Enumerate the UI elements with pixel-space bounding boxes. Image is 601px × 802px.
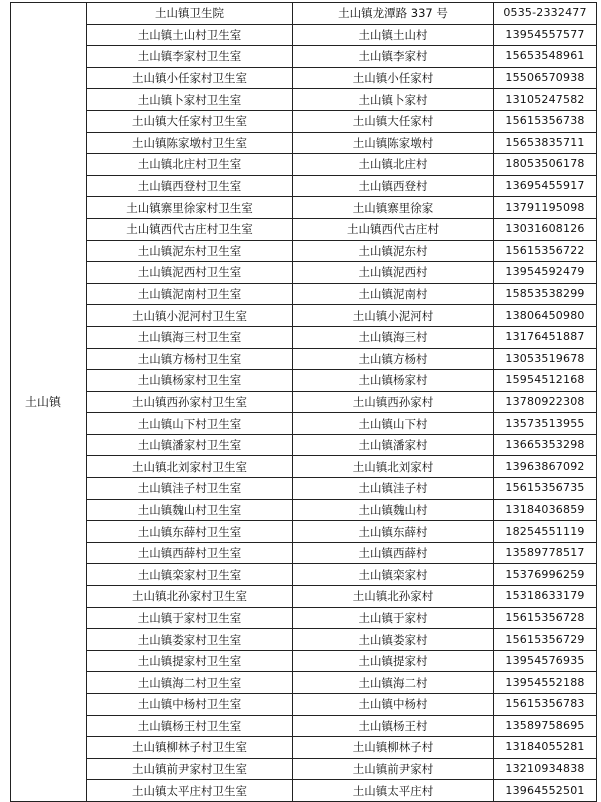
clinic-name-cell: 土山镇大任家村卫生室 <box>87 110 293 132</box>
clinic-phone-cell: 15653548961 <box>494 46 597 68</box>
clinic-phone-cell: 13105247582 <box>494 89 597 111</box>
table-row <box>11 478 597 500</box>
clinic-phone-cell: 15318633179 <box>494 586 597 608</box>
clinic-phone-cell: 13964552501 <box>494 780 597 802</box>
clinic-phone-cell: 13806450980 <box>494 305 597 327</box>
clinic-address-cell: 土山镇魏山村 <box>293 499 494 521</box>
clinic-name-cell: 土山镇李家村卫生室 <box>87 46 293 68</box>
clinic-name-cell: 土山镇娄家村卫生室 <box>87 629 293 651</box>
clinic-phone-cell: 13053519678 <box>494 348 597 370</box>
clinic-address-cell: 土山镇太平庄村 <box>293 780 494 802</box>
clinic-name-cell: 土山镇西登村卫生室 <box>87 175 293 197</box>
clinic-address-cell: 土山镇卜家村 <box>293 89 494 111</box>
clinic-phone-cell: 13589778517 <box>494 542 597 564</box>
clinic-name-cell: 土山镇泥南村卫生室 <box>87 283 293 305</box>
clinic-address-cell: 土山镇娄家村 <box>293 629 494 651</box>
table-row <box>11 629 597 651</box>
clinic-phone-cell: 15615356728 <box>494 607 597 629</box>
clinic-phone-cell: 13573513955 <box>494 413 597 435</box>
clinic-address-cell: 土山镇栾家村 <box>293 564 494 586</box>
clinic-phone-cell: 18053506178 <box>494 154 597 176</box>
clinic-name-cell: 土山镇方杨村卫生室 <box>87 348 293 370</box>
clinic-name-cell: 土山镇寨里徐家村卫生室 <box>87 197 293 219</box>
clinic-phone-cell: 13954592479 <box>494 262 597 284</box>
clinic-address-cell: 土山镇土山村 <box>293 24 494 46</box>
clinic-name-cell: 土山镇山下村卫生室 <box>87 413 293 435</box>
clinic-phone-cell: 13176451887 <box>494 326 597 348</box>
table-row <box>11 24 597 46</box>
clinic-name-cell: 土山镇北刘家村卫生室 <box>87 456 293 478</box>
clinic-name-cell: 土山镇北庄村卫生室 <box>87 154 293 176</box>
clinic-name-cell: 土山镇小任家村卫生室 <box>87 67 293 89</box>
clinic-phone-cell: 13210934838 <box>494 758 597 780</box>
table-row <box>11 326 597 348</box>
clinic-address-cell: 土山镇洼子村 <box>293 478 494 500</box>
clinic-name-cell: 土山镇前尹家村卫生室 <box>87 758 293 780</box>
clinic-address-cell: 土山镇大任家村 <box>293 110 494 132</box>
clinic-phone-cell: 13665353298 <box>494 434 597 456</box>
clinic-address-cell: 土山镇于家村 <box>293 607 494 629</box>
clinic-address-cell: 土山镇西登村 <box>293 175 494 197</box>
clinic-phone-cell: 13791195098 <box>494 197 597 219</box>
clinic-address-cell: 土山镇北孙家村 <box>293 586 494 608</box>
table-row <box>11 650 597 672</box>
table-row <box>11 240 597 262</box>
clinic-address-cell: 土山镇西代古庄村 <box>293 218 494 240</box>
clinic-address-cell: 土山镇西薛村 <box>293 542 494 564</box>
clinic-address-cell: 土山镇柳林子村 <box>293 737 494 759</box>
table-row <box>11 456 597 478</box>
clinic-name-cell: 土山镇土山村卫生室 <box>87 24 293 46</box>
clinic-phone-cell: 15615356722 <box>494 240 597 262</box>
clinic-table <box>10 2 597 802</box>
clinic-address-cell: 土山镇潘家村 <box>293 434 494 456</box>
clinic-phone-cell: 15376996259 <box>494 564 597 586</box>
clinic-phone-cell: 13954557577 <box>494 24 597 46</box>
clinic-phone-cell: 13184036859 <box>494 499 597 521</box>
table-row <box>11 348 597 370</box>
clinic-name-cell: 土山镇卫生院 <box>87 3 293 25</box>
table-row <box>11 305 597 327</box>
clinic-name-cell: 土山镇栾家村卫生室 <box>87 564 293 586</box>
clinic-name-cell: 土山镇海二村卫生室 <box>87 672 293 694</box>
clinic-address-cell: 土山镇李家村 <box>293 46 494 68</box>
clinic-phone-cell: 15653835711 <box>494 132 597 154</box>
clinic-phone-cell: 15506570938 <box>494 67 597 89</box>
clinic-name-cell: 土山镇卜家村卫生室 <box>87 89 293 111</box>
table-row <box>11 780 597 802</box>
clinic-directory-sheet <box>10 2 597 802</box>
table-row <box>11 413 597 435</box>
table-row <box>11 715 597 737</box>
clinic-address-cell: 土山镇中杨村 <box>293 694 494 716</box>
clinic-phone-cell: 13589758695 <box>494 715 597 737</box>
clinic-address-cell: 土山镇西孙家村 <box>293 391 494 413</box>
clinic-address-cell: 土山镇海二村 <box>293 672 494 694</box>
table-row <box>11 110 597 132</box>
table-row <box>11 737 597 759</box>
table-row <box>11 132 597 154</box>
clinic-name-cell: 土山镇潘家村卫生室 <box>87 434 293 456</box>
table-row <box>11 46 597 68</box>
table-row <box>11 672 597 694</box>
table-row <box>11 564 597 586</box>
clinic-address-cell: 土山镇山下村 <box>293 413 494 435</box>
table-row <box>11 607 597 629</box>
clinic-address-cell: 土山镇泥东村 <box>293 240 494 262</box>
table-row <box>11 3 597 25</box>
clinic-address-cell: 土山镇北刘家村 <box>293 456 494 478</box>
clinic-name-cell: 土山镇于家村卫生室 <box>87 607 293 629</box>
clinic-name-cell: 土山镇柳林子村卫生室 <box>87 737 293 759</box>
clinic-phone-cell: 15615356738 <box>494 110 597 132</box>
clinic-address-cell: 土山镇小任家村 <box>293 67 494 89</box>
table-row <box>11 391 597 413</box>
clinic-phone-cell: 0535-2332477 <box>494 3 597 25</box>
town-cell: 土山镇 <box>11 3 87 802</box>
table-row <box>11 542 597 564</box>
clinic-phone-cell: 13695455917 <box>494 175 597 197</box>
clinic-name-cell: 土山镇海三村卫生室 <box>87 326 293 348</box>
clinic-address-cell: 土山镇提家村 <box>293 650 494 672</box>
clinic-address-cell: 土山镇陈家墩村 <box>293 132 494 154</box>
table-row <box>11 262 597 284</box>
clinic-address-cell: 土山镇泥西村 <box>293 262 494 284</box>
table-row <box>11 521 597 543</box>
clinic-address-cell: 土山镇北庄村 <box>293 154 494 176</box>
clinic-phone-cell: 13954552188 <box>494 672 597 694</box>
clinic-name-cell: 土山镇提家村卫生室 <box>87 650 293 672</box>
clinic-address-cell: 土山镇方杨村 <box>293 348 494 370</box>
table-row <box>11 758 597 780</box>
table-row <box>11 218 597 240</box>
clinic-name-cell: 土山镇中杨村卫生室 <box>87 694 293 716</box>
table-row <box>11 370 597 392</box>
clinic-name-cell: 土山镇洼子村卫生室 <box>87 478 293 500</box>
table-row <box>11 499 597 521</box>
clinic-address-cell: 土山镇龙潭路 337 号 <box>293 3 494 25</box>
table-row <box>11 175 597 197</box>
clinic-name-cell: 土山镇杨王村卫生室 <box>87 715 293 737</box>
clinic-address-cell: 土山镇杨王村 <box>293 715 494 737</box>
clinic-phone-cell: 13184055281 <box>494 737 597 759</box>
table-row <box>11 586 597 608</box>
clinic-table-body <box>11 3 597 802</box>
clinic-phone-cell: 18254551119 <box>494 521 597 543</box>
clinic-phone-cell: 15954512168 <box>494 370 597 392</box>
clinic-address-cell: 土山镇东薛村 <box>293 521 494 543</box>
table-row <box>11 197 597 219</box>
clinic-name-cell: 土山镇小泥河村卫生室 <box>87 305 293 327</box>
table-row <box>11 434 597 456</box>
clinic-phone-cell: 13963867092 <box>494 456 597 478</box>
clinic-name-cell: 土山镇泥西村卫生室 <box>87 262 293 284</box>
table-row <box>11 67 597 89</box>
clinic-name-cell: 土山镇太平庄村卫生室 <box>87 780 293 802</box>
clinic-name-cell: 土山镇西薛村卫生室 <box>87 542 293 564</box>
clinic-address-cell: 土山镇小泥河村 <box>293 305 494 327</box>
clinic-phone-cell: 13031608126 <box>494 218 597 240</box>
clinic-phone-cell: 13780922308 <box>494 391 597 413</box>
clinic-name-cell: 土山镇杨家村卫生室 <box>87 370 293 392</box>
clinic-phone-cell: 15853538299 <box>494 283 597 305</box>
table-row <box>11 283 597 305</box>
clinic-phone-cell: 15615356783 <box>494 694 597 716</box>
clinic-address-cell: 土山镇前尹家村 <box>293 758 494 780</box>
clinic-phone-cell: 15615356729 <box>494 629 597 651</box>
table-row <box>11 154 597 176</box>
clinic-phone-cell: 15615356735 <box>494 478 597 500</box>
clinic-name-cell: 土山镇西代古庄村卫生室 <box>87 218 293 240</box>
clinic-name-cell: 土山镇泥东村卫生室 <box>87 240 293 262</box>
clinic-address-cell: 土山镇海三村 <box>293 326 494 348</box>
clinic-name-cell: 土山镇魏山村卫生室 <box>87 499 293 521</box>
clinic-name-cell: 土山镇陈家墩村卫生室 <box>87 132 293 154</box>
clinic-name-cell: 土山镇东薛村卫生室 <box>87 521 293 543</box>
clinic-name-cell: 土山镇西孙家村卫生室 <box>87 391 293 413</box>
clinic-address-cell: 土山镇寨里徐家 <box>293 197 494 219</box>
table-row <box>11 694 597 716</box>
clinic-address-cell: 土山镇泥南村 <box>293 283 494 305</box>
table-row <box>11 89 597 111</box>
clinic-name-cell: 土山镇北孙家村卫生室 <box>87 586 293 608</box>
clinic-address-cell: 土山镇杨家村 <box>293 370 494 392</box>
clinic-phone-cell: 13954576935 <box>494 650 597 672</box>
